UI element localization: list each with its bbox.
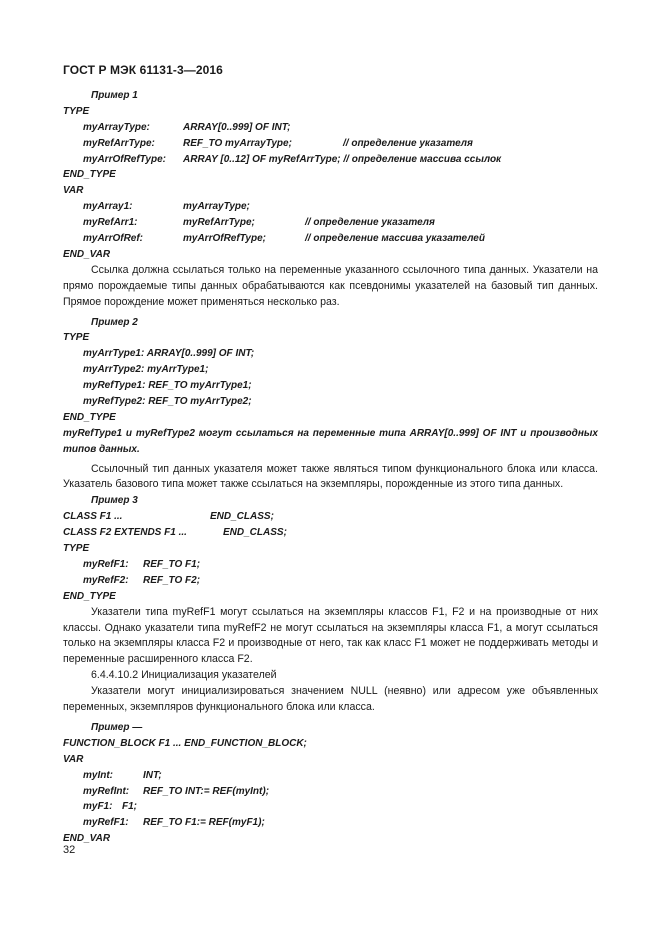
example-4-label: Пример —: [91, 721, 143, 733]
code-identifier: myRefF2:: [83, 574, 129, 586]
code-class-decl: CLASS F2 EXTENDS F1 ...: [63, 527, 187, 539]
page-number: 32: [63, 844, 76, 856]
code-line: [63, 815, 598, 831]
paragraph: Ссылочный тип данных указателя может также являться типом функционального блока или класса. Указатель базового типа может также ссылаться на экземпляры, порожденные из этого типа данных.: [63, 462, 598, 491]
code-type: ARRAY [0..12] OF myRefArrType; // определение массива ссылок: [183, 153, 502, 165]
example-2-comment: myRefType1 и myRefType2 могут ссылаться на переменные типа ARRAY[0..999] OF INT и производных типов данных.: [63, 427, 598, 455]
code-type: myArrOfRefType;: [183, 233, 266, 245]
code-keyword: END_CLASS;: [210, 511, 274, 523]
code-line: [63, 120, 598, 136]
code-identifier: myArray1:: [83, 201, 133, 213]
code-identifier: myRefF1:: [83, 558, 129, 570]
code-identifier: myRefF1:: [83, 817, 129, 829]
code-keyword: TYPE: [63, 332, 90, 344]
code-line: [63, 215, 598, 231]
code-type: REF_TO myArrayType;: [183, 137, 292, 149]
code-identifier: myRefInt:: [83, 785, 130, 797]
code-keyword: END_TYPE: [63, 169, 116, 181]
example-3-label: Пример 3: [91, 495, 138, 507]
code-line: [63, 573, 598, 589]
example-1-label: Пример 1: [91, 90, 138, 101]
code-keyword: TYPE: [63, 105, 90, 117]
section-heading: 6.4.4.10.2 Инициализация указателей: [91, 669, 277, 682]
code-line: [63, 509, 598, 525]
code-type: myArrayType;: [183, 201, 250, 213]
code-line: [63, 557, 598, 573]
code-keyword: END_VAR: [63, 833, 111, 845]
code-line: myArrType1: ARRAY[0..999] OF INT;: [83, 348, 255, 360]
code-identifier: myArrOfRef:: [83, 233, 144, 245]
document-header: ГОСТ Р МЭК 61131-3—2016: [63, 63, 223, 77]
code-identifier: myRefArrType:: [83, 137, 155, 149]
code-type: REF_TO F1:= REF(myF1);: [143, 817, 265, 829]
code-identifier: myArrayType:: [83, 121, 150, 133]
code-keyword: END_TYPE: [63, 590, 116, 602]
code-identifier: myF1:: [83, 801, 113, 813]
code-identifier: myInt:: [83, 769, 113, 781]
code-class-decl: CLASS F1 ...: [63, 511, 123, 523]
code-comment: // определение указателя: [305, 217, 435, 229]
code-line: myArrType2: myArrType1;: [83, 364, 209, 376]
code-line: [63, 784, 598, 800]
code-line: [63, 768, 598, 784]
code-type: REF_TO F1;: [143, 558, 201, 570]
code-type: F1;: [122, 801, 137, 813]
code-type: ARRAY[0..999] OF INT;: [183, 121, 291, 133]
code-type: myRefArrType;: [183, 217, 255, 229]
code-line: [63, 231, 598, 247]
page-content: [63, 88, 598, 847]
code-line: [63, 136, 598, 152]
code-keyword: END_CLASS;: [223, 527, 287, 539]
code-line: myRefType1: REF_TO myArrType1;: [83, 380, 252, 392]
code-line: FUNCTION_BLOCK F1 ... END_FUNCTION_BLOCK;: [63, 737, 307, 749]
code-comment: // определение массива указателей: [305, 233, 485, 245]
code-keyword: VAR: [63, 185, 84, 197]
code-identifier: myRefArr1:: [83, 217, 138, 229]
code-type: REF_TO F2;: [143, 574, 201, 586]
code-keyword: TYPE: [63, 543, 90, 555]
code-line: [63, 199, 598, 215]
code-line: [63, 799, 598, 815]
paragraph: Указатели могут инициализироваться значением NULL (неявно) или адресом уже объявленных переменных, экземпляров функционального блока или класса.: [63, 685, 598, 714]
code-keyword: END_VAR: [63, 248, 111, 260]
code-type: INT;: [143, 769, 162, 781]
example-2-label: Пример 2: [91, 316, 138, 328]
code-identifier: myArrOfRefType:: [83, 153, 166, 165]
code-type: REF_TO INT:= REF(myInt);: [143, 785, 270, 797]
code-comment: // определение указателя: [343, 137, 473, 149]
code-line: [63, 152, 598, 168]
code-line: myRefType2: REF_TO myArrType2;: [83, 395, 252, 407]
paragraph: Указатели типа myRefF1 могут ссылаться на экземпляры классов F1, F2 и на производные от них классы. Однако указатели типа myRefF2 не могут ссылаться на экземпляры класса F1, а могут ссылаться только на экземпляры класса F2 и производные от него, так как класс F1 может не поддерживать методы и переменные расширенного класса F2.: [63, 605, 598, 666]
code-line: [63, 525, 598, 541]
paragraph: Ссылка должна ссылаться только на переменные указанного ссылочного типа данных. Указатели на прямо порождаемые типы данных обрабатываются как псевдонимы указателей на базовый тип данных. Прямое порождение может применяться несколько раз.: [63, 263, 598, 308]
code-keyword: END_TYPE: [63, 411, 116, 423]
code-keyword: VAR: [63, 753, 84, 765]
